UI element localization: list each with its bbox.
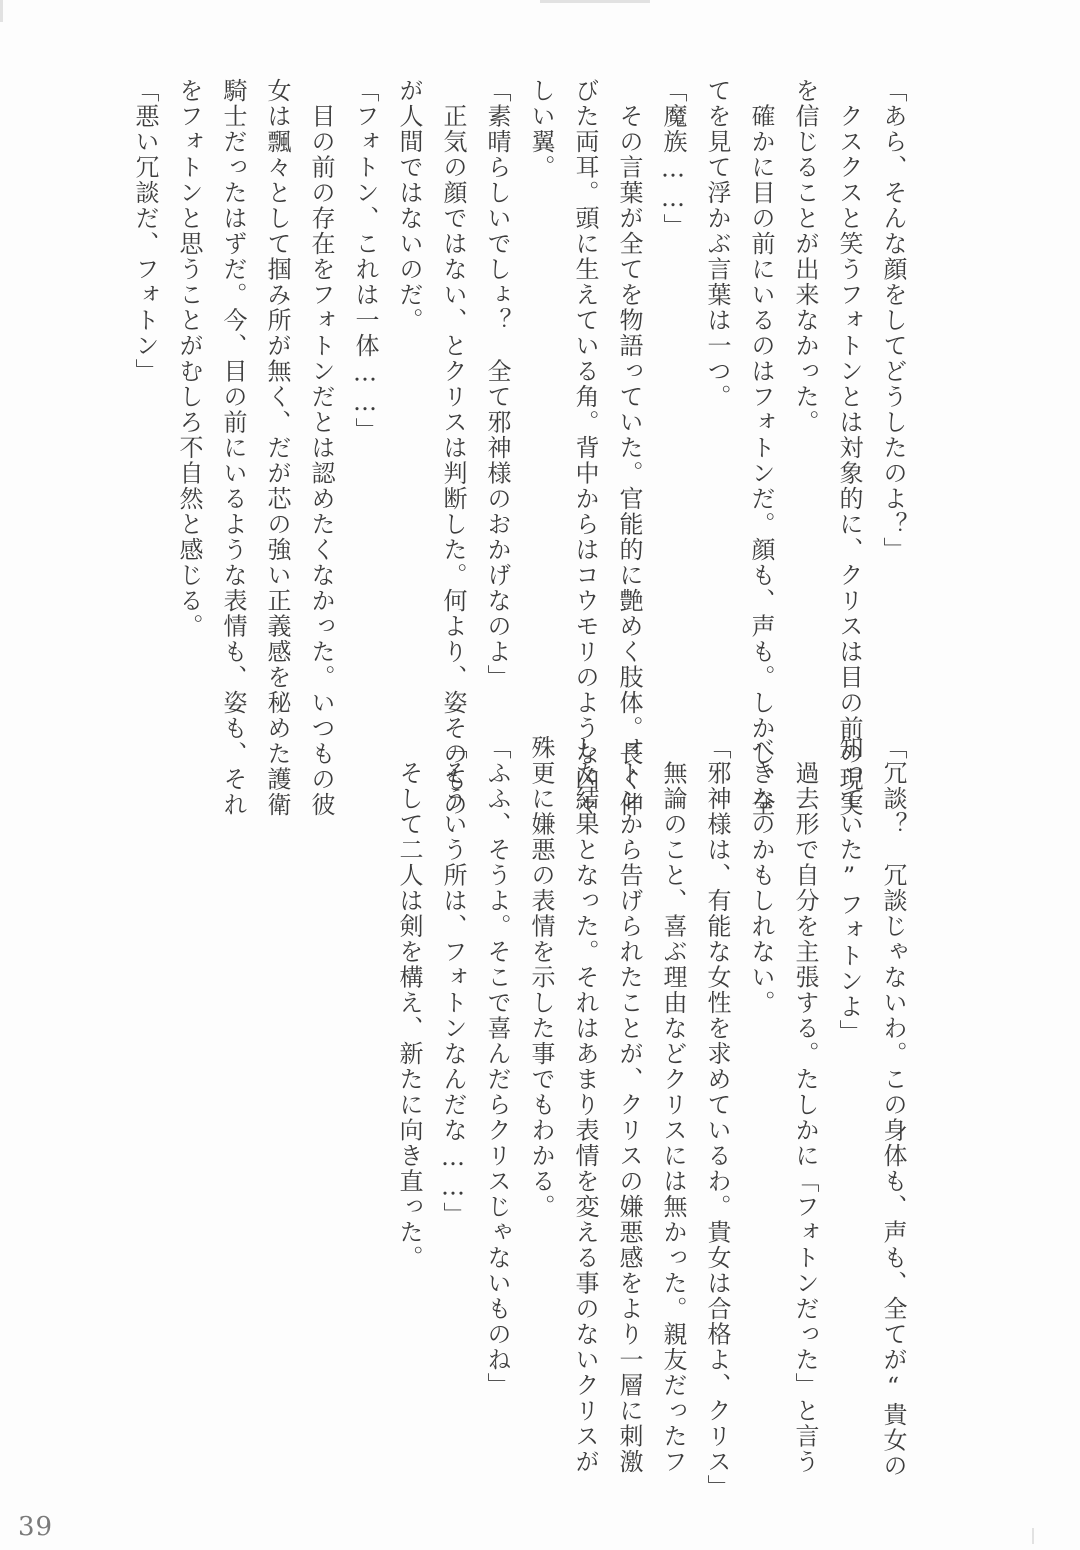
upper-text-column-9: しい翼。	[527, 78, 555, 180]
scan-mark-corner	[0, 0, 3, 22]
lower-text-column-7: ォトンから告げられたことが、クリスの嫌悪感をより一層に刺激	[615, 735, 643, 1475]
upper-text-column-12: が人間ではないのだ。	[395, 78, 423, 333]
lower-text-column-3: 過去形で自分を主張する。たしかに「フォトンだった」と言う	[791, 735, 819, 1475]
lower-text-column-11: 「そういう所は、フォトンなんだな……」	[439, 735, 467, 1228]
upper-text-column-5: てを見て浮かぶ言葉は一つ。	[703, 78, 731, 410]
page-number: 39	[18, 1512, 54, 1542]
upper-text-column-3: を信じることが出来なかった。	[791, 78, 819, 435]
upper-text-column-13: 「フォトン、これは一体……」	[351, 78, 379, 443]
upper-text-column-7: その言葉が全てを物語っていた。官能的に艶めく肢体。長く伸	[615, 78, 643, 818]
lower-text-column-9: 殊更に嫌悪の表情を示した事でもわかる。	[527, 735, 555, 1220]
upper-text-column-1: 「あら、そんな顔をしてどうしたのよ？」	[879, 78, 907, 563]
upper-text-column-15: 女は飄々として掴み所が無く、だが芯の強い正義感を秘めた護衛	[263, 78, 291, 818]
lower-text-column-5: 「邪神様は、有能な女性を求めているわ。貴女は合格よ、クリス」	[703, 735, 731, 1500]
lower-text-column-4: べきなのかもしれない。	[747, 735, 775, 1016]
upper-text-column-16: 騎士だったはずだ。今、目の前にいるような表情も、姿も、それ	[219, 78, 247, 818]
upper-text-column-8: びた両耳。頭に生えている角。背中からはコウモリのような凶々	[571, 78, 599, 818]
upper-text-column-4: 確かに目の前にいるのはフォトンだ。顔も、声も。しかし、全	[747, 78, 775, 818]
lower-text-column-10: 「ふふ、そうよ。そこで喜んだらクリスじゃないものね」	[483, 735, 511, 1398]
upper-text-column-18: 「悪い冗談だ、フォトン」	[131, 78, 159, 384]
upper-text-column-6: 「魔族……」	[659, 78, 687, 239]
upper-text-column-17: をフォトンと思うことがむしろ不自然と感じる。	[175, 78, 203, 639]
lower-text-column-12: そして二人は剣を構え、新たに向き直った。	[395, 735, 423, 1271]
lower-text-column-1: 「冗談？ 冗談じゃないわ。この身体も、声も、全てが“貴女の	[879, 735, 907, 1479]
upper-text-column-2: クスクスと笑うフォトンとは対象的に、クリスは目の前の現実	[835, 78, 863, 818]
scan-mark-top	[540, 0, 650, 3]
upper-text-column-11: 正気の顔ではない、とクリスは判断した。何より、姿そのもの	[439, 78, 467, 818]
upper-text-column-10: 「素晴らしいでしょ？ 全て邪神様のおかげなのよ」	[483, 78, 511, 690]
lower-text-column-8: した結果となった。それはあまり表情を変える事のないクリスが	[571, 735, 599, 1475]
lower-text-column-2: 知っていた”フォトンよ」	[835, 735, 863, 1045]
scan-mark-bottom	[1032, 1528, 1034, 1544]
upper-text-column-14: 目の前の存在をフォトンだとは認めたくなかった。いつもの彼	[307, 78, 335, 818]
lower-text-column-6: 無論のこと、喜ぶ理由などクリスには無かった。親友だったフ	[659, 735, 687, 1475]
